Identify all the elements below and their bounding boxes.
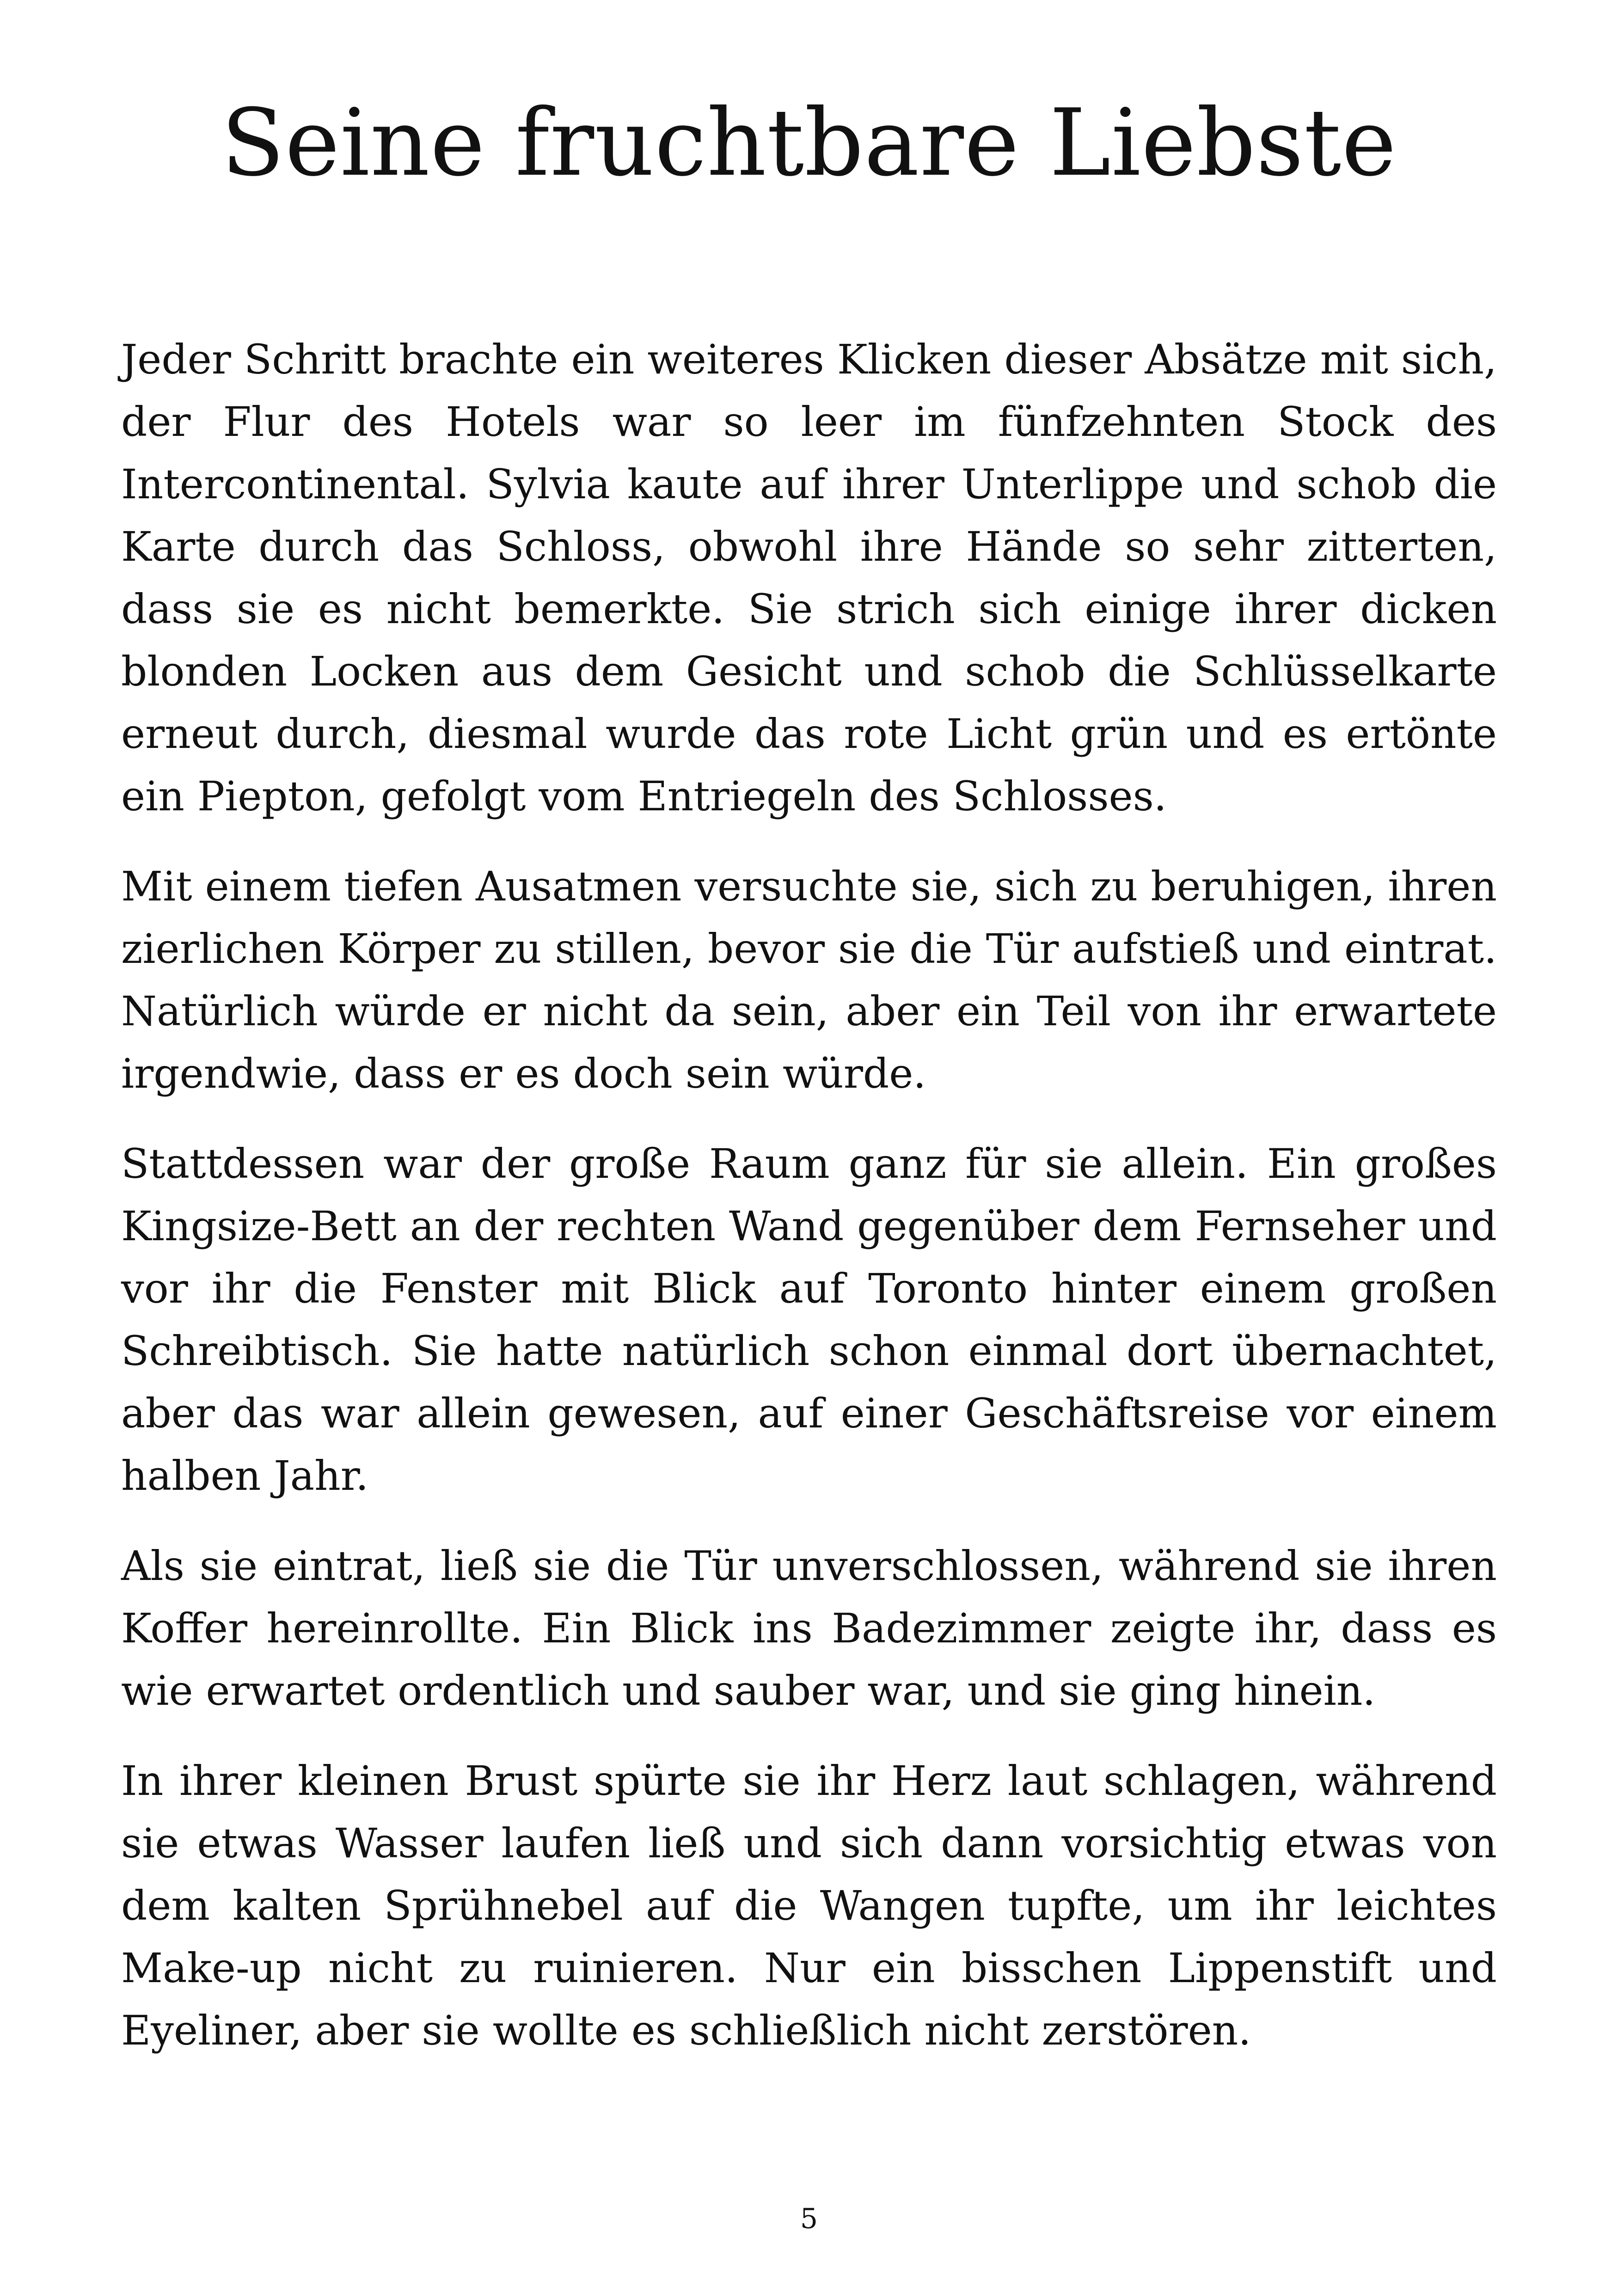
body-text [121,328,1497,2089]
page-number: 5 [800,2203,818,2235]
paragraph-2: Mit einem tiefen Ausatmen versuchte sie, sich zu beruhigen, ihren zierlichen Körper zu stillen, bevor sie die Tür aufstieß und eintrat. Natürlich würde er nicht da sein, aber ein Teil von ihr erwartete irgendwie, dass er es doch sein würde. [121,863,1497,1097]
paragraph-4: Als sie eintrat, ließ sie die Tür unverschlossen, während sie ihren Koffer hereinrollte. Ein Blick ins Badezimmer zeigte ihr, dass es wie erwartet ordentlich und sauber war, und sie ging hinein. [121,1542,1497,1714]
page-title: Seine fruchtbare Liebste [221,89,1397,197]
paragraph-3: Stattdessen war der große Raum ganz für sie allein. Ein großes Kingsize-Bett an der rechten Wand gegenüber dem Fernseher und vor ihr die Fenster mit Blick auf Toronto hinter einem großen Schreibtisch. Sie hatte natürlich schon einmal dort übernachtet, aber das war allein gewesen, auf einer Geschäftsreise vor einem halben Jahr. [121,1140,1497,1500]
paragraph-5: In ihrer kleinen Brust spürte sie ihr Herz laut schlagen, während sie etwas Wasser laufen ließ und sich dann vorsichtig etwas von dem kalten Sprühnebel auf die Wangen tupfte, um ihr leichtes Make-up nicht zu ruinieren. Nur ein bisschen Lippenstift und Eyeliner, aber sie wollte es schließlich nicht zerstören. [121,1757,1497,2054]
paragraph-1: Jeder Schritt brachte ein weiteres Klicken dieser Absätze mit sich, der Flur des Hotels war so leer im fünfzehnten Stock des Intercontinental. Sylvia kaute auf ihrer Unterlippe und schob die Karte durch das Schloss, obwohl ihre Hände so sehr zitterten, dass sie es nicht bemerkte. Sie strich sich einige ihrer dicken blonden Locken aus dem Gesicht und schob die Schlüsselkarte erneut durch, diesmal wurde das rote Licht grün und es ertönte ein Piepton, gefolgt vom Entriegeln des Schlosses. [121,336,1497,820]
